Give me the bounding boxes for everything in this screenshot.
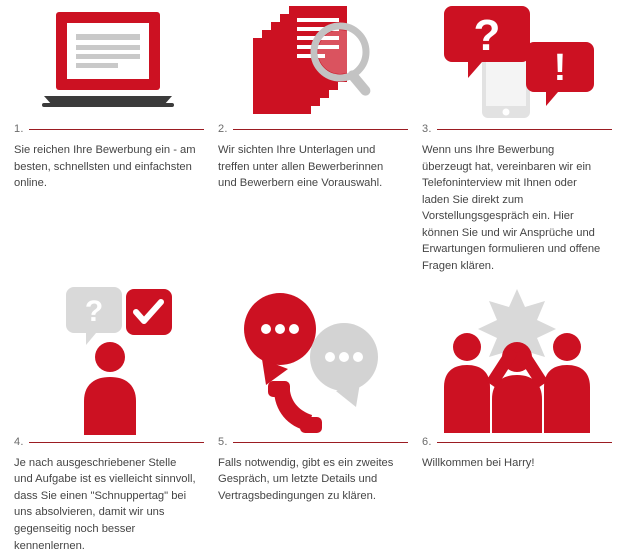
step-1 bbox=[14, 0, 218, 275]
step-4-rule bbox=[29, 442, 204, 443]
step-4-number-rule bbox=[14, 437, 204, 448]
step-6 bbox=[422, 285, 626, 554]
step-4 bbox=[14, 285, 218, 554]
step-4-number: 4. bbox=[14, 435, 24, 448]
step-2-rule bbox=[233, 129, 408, 130]
step-1-number-rule bbox=[14, 124, 204, 135]
step-6-number: 6. bbox=[422, 435, 432, 448]
step-2 bbox=[218, 0, 422, 275]
step-5 bbox=[218, 285, 422, 554]
step-2-number-rule bbox=[218, 124, 408, 135]
step-5-number-rule bbox=[218, 437, 408, 448]
steps-row-top bbox=[14, 0, 626, 275]
svg-text:?: ? bbox=[473, 11, 501, 60]
steps-row-bottom bbox=[14, 285, 626, 554]
step-1-text: Sie reichen Ihre Bewerbung ein - am besten, schnellsten und einfachsten online. bbox=[14, 144, 196, 190]
step-3-rule bbox=[437, 129, 612, 130]
step-6-text: Willkommen bei Harry! bbox=[422, 456, 535, 469]
step-1-number: 1. bbox=[14, 123, 24, 135]
step-3-number: 3. bbox=[422, 123, 432, 135]
svg-text:?: ? bbox=[84, 294, 104, 328]
step-6-rule bbox=[437, 442, 612, 443]
step-6-number-rule bbox=[422, 437, 612, 448]
step-3-text: Wenn uns Ihre Bewerbung überzeugt hat, vereinbaren wir ein Telefoninterview mit Ihnen oder laden Sie direkt zum Vorstellungsgespräch ein. Hier können Sie und wir Ansprüche und Erwartungen formulieren und offene Fragen klären. bbox=[422, 144, 601, 273]
laptop-document-icon bbox=[14, 0, 204, 122]
step-2-number: 2. bbox=[218, 123, 228, 135]
step-3 bbox=[422, 0, 626, 275]
step-5-rule bbox=[233, 442, 408, 443]
step-5-text: Falls notwendig, gibt es ein zweites Gespräch, um letzte Details und Vertragsbedingungen zu klären. bbox=[218, 456, 394, 502]
step-5-number: 5. bbox=[218, 435, 228, 448]
step-2-text: Wir sichten Ihre Unterlagen und treffen unter allen Bewerberinnen und Bewerbern eine Vorauswahl. bbox=[218, 144, 384, 190]
three-people-star-icon bbox=[422, 285, 612, 435]
step-1-rule bbox=[29, 129, 204, 130]
step-4-text: Je nach ausgeschriebener Stelle und Aufgabe ist es vielleicht sinnvoll, dass Sie einen "Schnuppertag" bei uns absolvieren, damit wir uns gegenseitig noch besser kennenlernen. bbox=[14, 456, 196, 552]
documents-magnifier-icon bbox=[218, 0, 408, 122]
svg-text:!: ! bbox=[553, 47, 567, 89]
speech-bubbles-phone-icon bbox=[218, 285, 408, 435]
person-question-checkbox-icon bbox=[14, 285, 204, 435]
phone-question-exclamation-icon bbox=[422, 0, 612, 122]
step-3-number-rule bbox=[422, 124, 612, 135]
